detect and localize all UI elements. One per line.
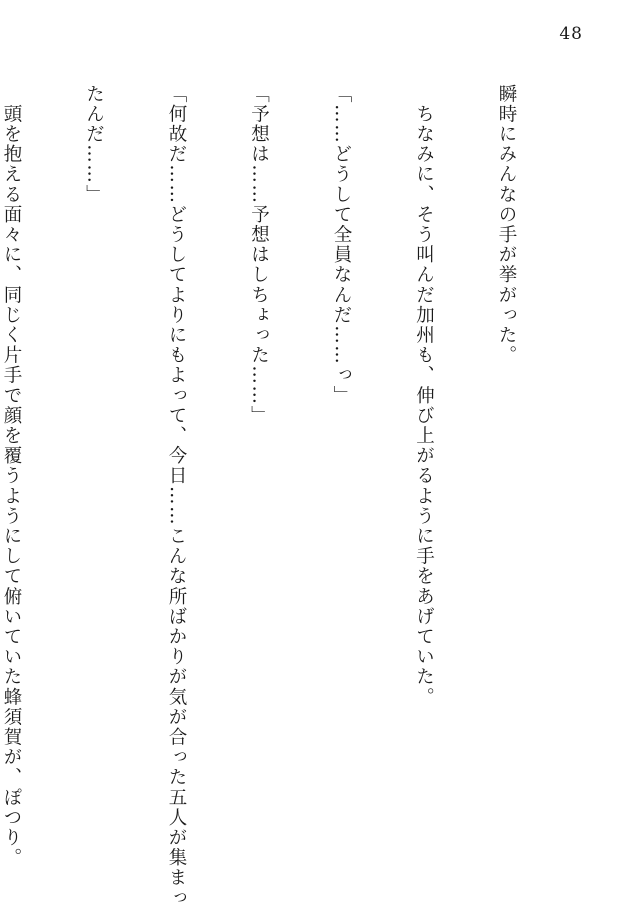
text-line: 「何故だ……どうしてよりにもよって、今日……こんな所ばかりが気が合った五人が集まっ [166,84,187,908]
text-line: 頭を抱える面々に、同じく片手で顔を覆うようにして俯いていた蜂須賀が、ぽつり。 [1,84,22,868]
text-line: 「予想は……予想はしちょった……」 [248,84,270,426]
text-line: 「……どうして全員なんだ……っ」 [331,84,352,406]
text-line: ちなみに、そう叫んだ加州も、伸び上がるように手をあげていた。 [413,84,435,708]
body-text [0,84,575,908]
page-number: 48 [559,24,583,44]
text-line: 瞬時にみんなの手が挙がった。 [496,84,517,366]
text-line: たんだ……」 [83,84,105,205]
